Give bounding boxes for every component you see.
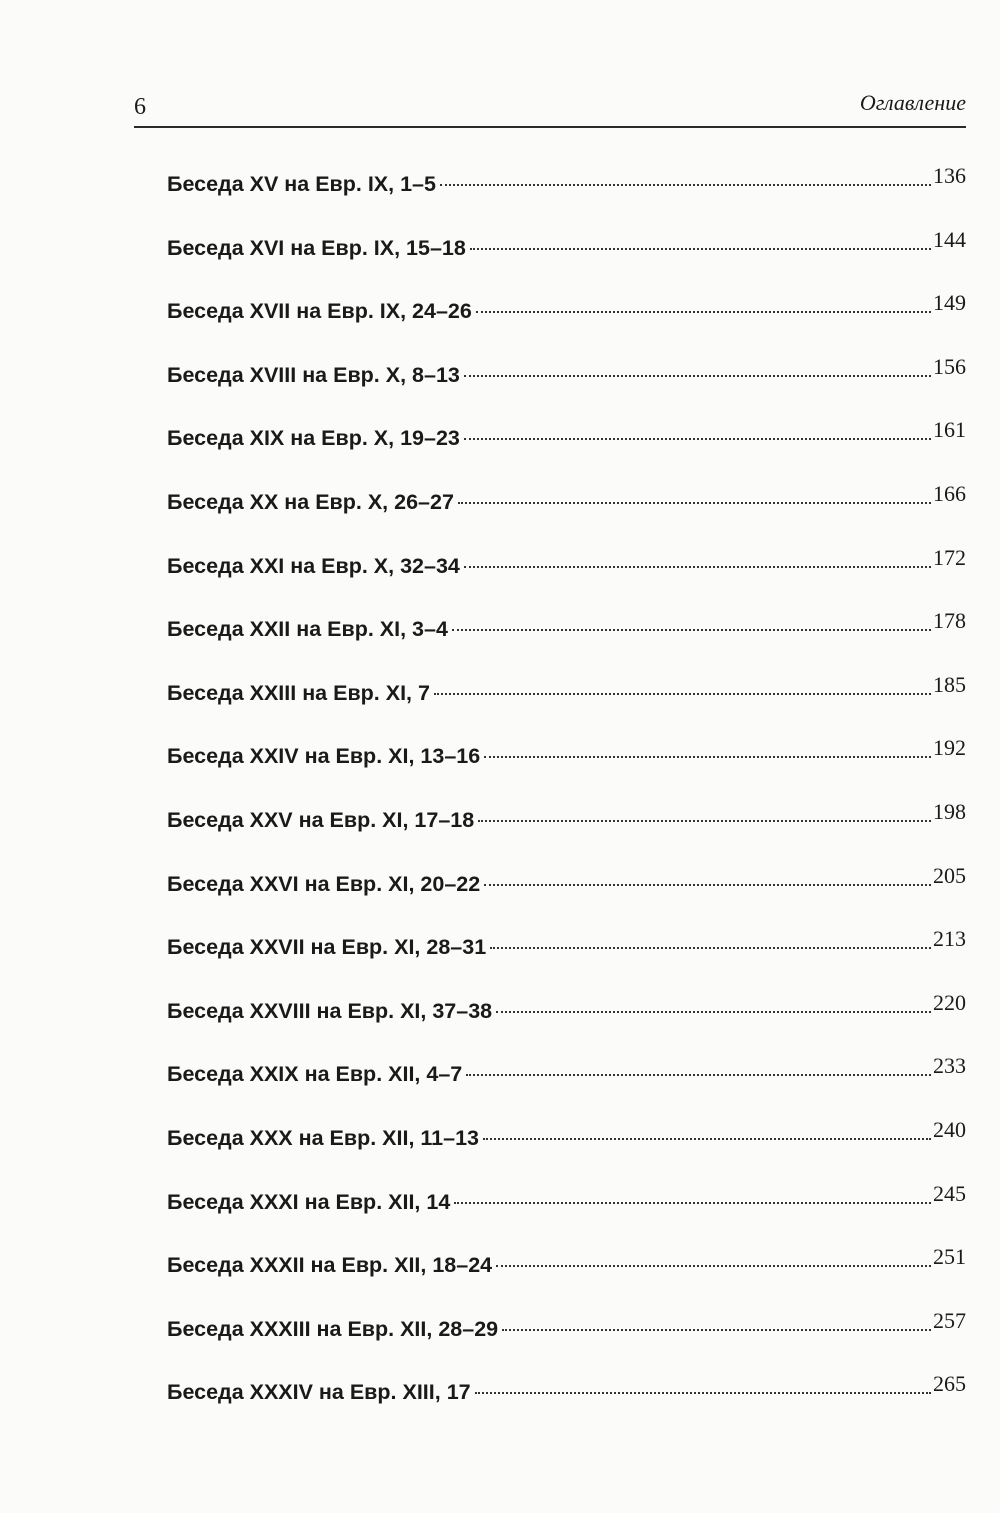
dot-leader (496, 1011, 931, 1013)
toc-entry[interactable] (167, 482, 966, 546)
dot-leader (452, 629, 931, 631)
toc-entry-title: Беседа XXXII на Евр. XII, 18–24 (167, 1253, 493, 1278)
toc-entry-title: Беседа XVII на Евр. IX, 24–26 (167, 299, 472, 324)
toc-entry-title: Беседа XXXI на Евр. XII, 14 (167, 1189, 451, 1214)
toc-entry[interactable] (167, 164, 966, 228)
toc-entry-title: Беседа XXVI на Евр. XI, 20–22 (167, 871, 481, 896)
toc-entry[interactable] (167, 1372, 966, 1436)
page-header (134, 86, 966, 128)
toc-entry-title: Беседа XXIX на Евр. XII, 4–7 (167, 1062, 463, 1087)
dot-leader (483, 1138, 931, 1140)
toc-entry-page: 205 (933, 862, 966, 888)
toc-entry-page: 178 (933, 608, 966, 634)
toc-entry-page: 149 (933, 290, 966, 316)
toc-entry-page: 161 (933, 417, 966, 443)
dot-leader (464, 438, 931, 440)
toc-entry-title: Беседа XXXIII на Евр. XII, 28–29 (167, 1316, 499, 1341)
page-number: 6 (134, 94, 146, 120)
toc-entry[interactable] (167, 418, 966, 482)
toc-entry-page: 185 (933, 671, 966, 697)
toc-entry-title: Беседа XXXIV на Евр. XIII, 17 (167, 1380, 471, 1405)
toc-entry-page: 198 (933, 798, 966, 824)
dot-leader (454, 1202, 931, 1204)
toc-entry[interactable] (167, 546, 966, 610)
dot-leader (484, 756, 931, 758)
dot-leader (502, 1329, 931, 1331)
toc-entry-page: 136 (933, 163, 966, 188)
toc-entry[interactable] (167, 991, 966, 1055)
toc-entry-title: Беседа XIX на Евр. X, 19–23 (167, 426, 460, 451)
toc-entry-title: Беседа XX на Евр. X, 26–27 (167, 489, 454, 514)
toc-entry-title: Беседа XXVIII на Евр. XI, 37–38 (167, 998, 493, 1023)
toc-entry-title: Беседа XXV на Евр. XI, 17–18 (167, 807, 475, 832)
toc-entry-page: 240 (933, 1116, 966, 1142)
dot-leader (470, 248, 931, 250)
dot-leader (434, 693, 931, 695)
toc-entry-title: Беседа XV на Евр. IX, 1–5 (167, 172, 436, 196)
toc-entry-title: Беседа XVIII на Евр. X, 8–13 (167, 362, 460, 387)
dot-leader (476, 311, 931, 313)
dot-leader (484, 884, 931, 886)
toc-entry-page: 265 (933, 1371, 966, 1397)
toc-entry[interactable] (167, 1182, 966, 1246)
toc-entry-page: 156 (933, 353, 966, 379)
toc-entry[interactable] (167, 228, 966, 292)
dot-leader (478, 820, 931, 822)
dot-leader (440, 184, 931, 186)
toc-entry[interactable] (167, 355, 966, 419)
toc-entry-title: Беседа XXVII на Евр. XI, 28–31 (167, 935, 487, 960)
toc-entry-page: 257 (933, 1307, 966, 1333)
toc-entry-title: Беседа XXII на Евр. XI, 3–4 (167, 617, 448, 642)
toc-entry-page: 245 (933, 1180, 966, 1206)
toc-entry-page: 220 (933, 989, 966, 1015)
table-of-contents (167, 164, 966, 1436)
toc-entry-page: 213 (933, 926, 966, 952)
dot-leader (475, 1392, 931, 1394)
toc-entry[interactable] (167, 736, 966, 800)
toc-entry[interactable] (167, 673, 966, 737)
toc-entry[interactable] (167, 1309, 966, 1373)
toc-entry-page: 172 (933, 544, 966, 570)
dot-leader (458, 502, 931, 504)
toc-entry-title: Беседа XVI на Евр. IX, 15–18 (167, 235, 466, 260)
toc-entry-page: 233 (933, 1053, 966, 1079)
toc-entry-title: Беседа XXX на Евр. XII, 11–13 (167, 1125, 480, 1150)
toc-entry[interactable] (167, 291, 966, 355)
running-title: Оглавление (859, 90, 966, 115)
dot-leader (466, 1074, 931, 1076)
toc-entry[interactable] (167, 1245, 966, 1309)
toc-entry[interactable] (167, 864, 966, 928)
toc-entry-title: Беседа XXI на Евр. X, 32–34 (167, 553, 460, 578)
toc-entry[interactable] (167, 927, 966, 991)
dot-leader (464, 375, 931, 377)
toc-entry-page: 144 (933, 226, 966, 252)
dot-leader (490, 947, 931, 949)
dot-leader (496, 1265, 931, 1267)
toc-entry-page: 166 (933, 480, 966, 506)
toc-entry-page: 192 (933, 735, 966, 761)
dot-leader (464, 566, 931, 568)
toc-entry[interactable] (167, 1054, 966, 1118)
toc-entry[interactable] (167, 800, 966, 864)
toc-entry-title: Беседа XXIII на Евр. XI, 7 (167, 680, 430, 705)
toc-entry[interactable] (167, 1118, 966, 1182)
toc-entry-page: 251 (933, 1244, 966, 1270)
toc-entry[interactable] (167, 609, 966, 673)
toc-entry-title: Беседа XXIV на Евр. XI, 13–16 (167, 744, 481, 769)
